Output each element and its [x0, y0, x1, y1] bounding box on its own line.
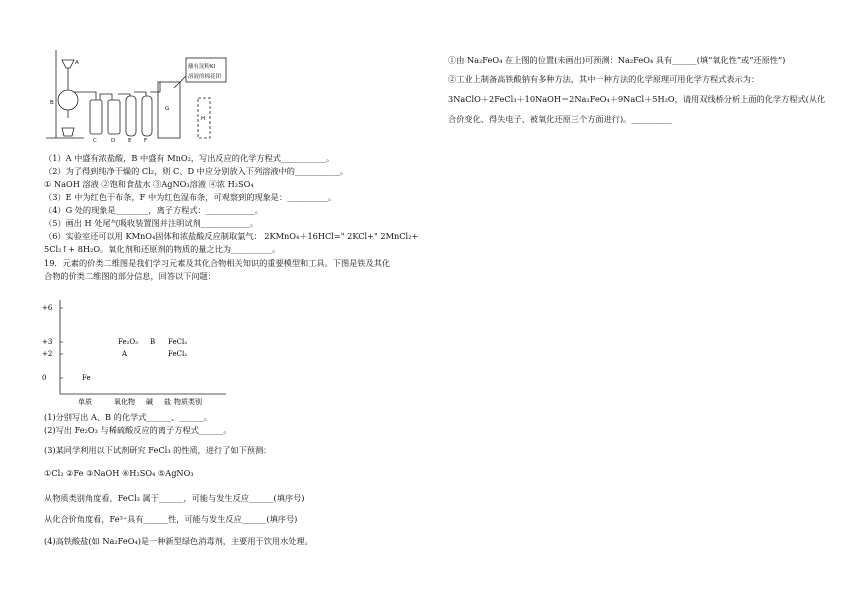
iron-valence-class-chart	[40, 296, 230, 410]
point-label: FeCl₂	[168, 350, 188, 358]
label-e: E	[128, 138, 132, 144]
y-tick-label: +3	[42, 338, 53, 346]
right-item-2: ②工业上制备高铁酸钠有多种方法，其中一种方法的化学原理可用化学方程式表示为：	[448, 74, 760, 84]
question-2-options: ① NaOH 溶液 ②饱和食盐水 ③AgNO₃溶液 ④浓 H₂SO₄	[44, 179, 254, 189]
y-tick-label: +2	[42, 350, 53, 358]
question-4: （4）G 处的现象是________，离子方程式：____________。	[44, 205, 264, 215]
question-1: （1）A 中盛有浓盐酸，B 中盛有 MnO₂，写出反应的化学方程式___________。	[44, 153, 335, 163]
y-tick-label: +6	[42, 304, 53, 312]
prediction-valence: 从化合价角度看，Fe³⁺具有______性，可能与发生反应______(填序号)	[44, 514, 298, 524]
label-c: C	[93, 138, 97, 144]
question-5: （5）画出 H 处尾气吸收装置图并注明试剂____________。	[44, 218, 259, 228]
question-6-line2: 5Cl₂↑+ 8H₂O。氧化剂和还原剂的物质的量之比为__________。	[44, 244, 281, 254]
question-2: （2）为了得到纯净干燥的 Cl₂，则 C、D 中应分别放入下列溶液中的___________。	[44, 166, 349, 176]
right-item-1: ①由 Na₂FeO₄ 在上图的位置(未画出)可预测：Na₂FeO₄ 具有______(填“氧化性”或“还原性”)	[448, 55, 786, 65]
label-a: A	[75, 60, 79, 66]
point-label: B	[150, 338, 156, 346]
label-f: F	[144, 138, 148, 144]
label-h: H	[201, 116, 206, 122]
point-label: Fe	[82, 374, 91, 382]
x-axis-title: 物质类别	[174, 398, 202, 406]
label-d: D	[111, 138, 116, 144]
question-6-line1: （6）实验室还可以用 KMnO₄固体和浓盐酸反应制取氯气： 2KMnO₄＋16HCl=" 2KCl+" 2MnCl₂+	[44, 231, 419, 241]
reagent-list: ①Cl₂ ②Fe ③NaOH ④H₂SO₄ ⑤AgNO₃	[44, 468, 194, 478]
callout-line1: 蘸有淀粉KI	[188, 64, 216, 70]
label-b: B	[50, 100, 54, 106]
question-19-line2: 合物的价类二维图的部分信息，回答以下问题：	[44, 271, 216, 281]
sub-question-2: (2)写出 Fe₂O₃ 与稀硫酸反应的离子方程式______。	[44, 425, 232, 435]
x-tick-label: 碱	[146, 398, 153, 406]
prediction-class: 从物质类别角度看，FeCl₃ 属于______，可能与发生反应______(填序号)	[44, 493, 305, 503]
sub-question-1: (1)分别写出 A、B 的化学式______、______。	[44, 412, 212, 422]
sub-question-4: (4)高铁酸盐(如 Na₂FeO₄)是一种新型绿色消毒剂，主要用于饮用水处理。	[44, 536, 313, 546]
point-label: A	[122, 350, 128, 358]
chlorine-apparatus-diagram	[44, 48, 229, 144]
x-tick-label: 单质	[78, 398, 92, 406]
x-tick-label: 氧化物	[114, 398, 135, 406]
question-19-line1: 19．元素的价类二维图是我们学习元素及其化合物相关知识的重要模型和工具。下图是铁及其化	[44, 258, 391, 268]
label-g: G	[165, 106, 170, 112]
x-tick-label: 盐	[164, 398, 171, 406]
sub-question-3: (3)某同学利用以下试剂研究 FeCl₃ 的性质，进行了如下预测：	[44, 445, 272, 455]
right-instruction: 合价变化、得失电子、被氧化还原三个方面进行)。__________	[448, 114, 673, 124]
question-3: （3）E 中为红色干布条，F 中为红色湿布条，可观察到的现象是：__________。	[44, 192, 337, 202]
callout-line2: 溶液的棉花团	[188, 74, 222, 80]
point-label: Fe₂O₃	[118, 338, 138, 346]
y-tick-label: 0	[42, 374, 47, 382]
right-equation: 3NaClO＋2FeCl₃＋10NaOH＝2Na₂FeO₄＋9NaCl＋5H₂O，请用双线桥分析上面的化学方程式(从化	[448, 94, 826, 104]
point-label: FeCl₃	[168, 338, 188, 346]
